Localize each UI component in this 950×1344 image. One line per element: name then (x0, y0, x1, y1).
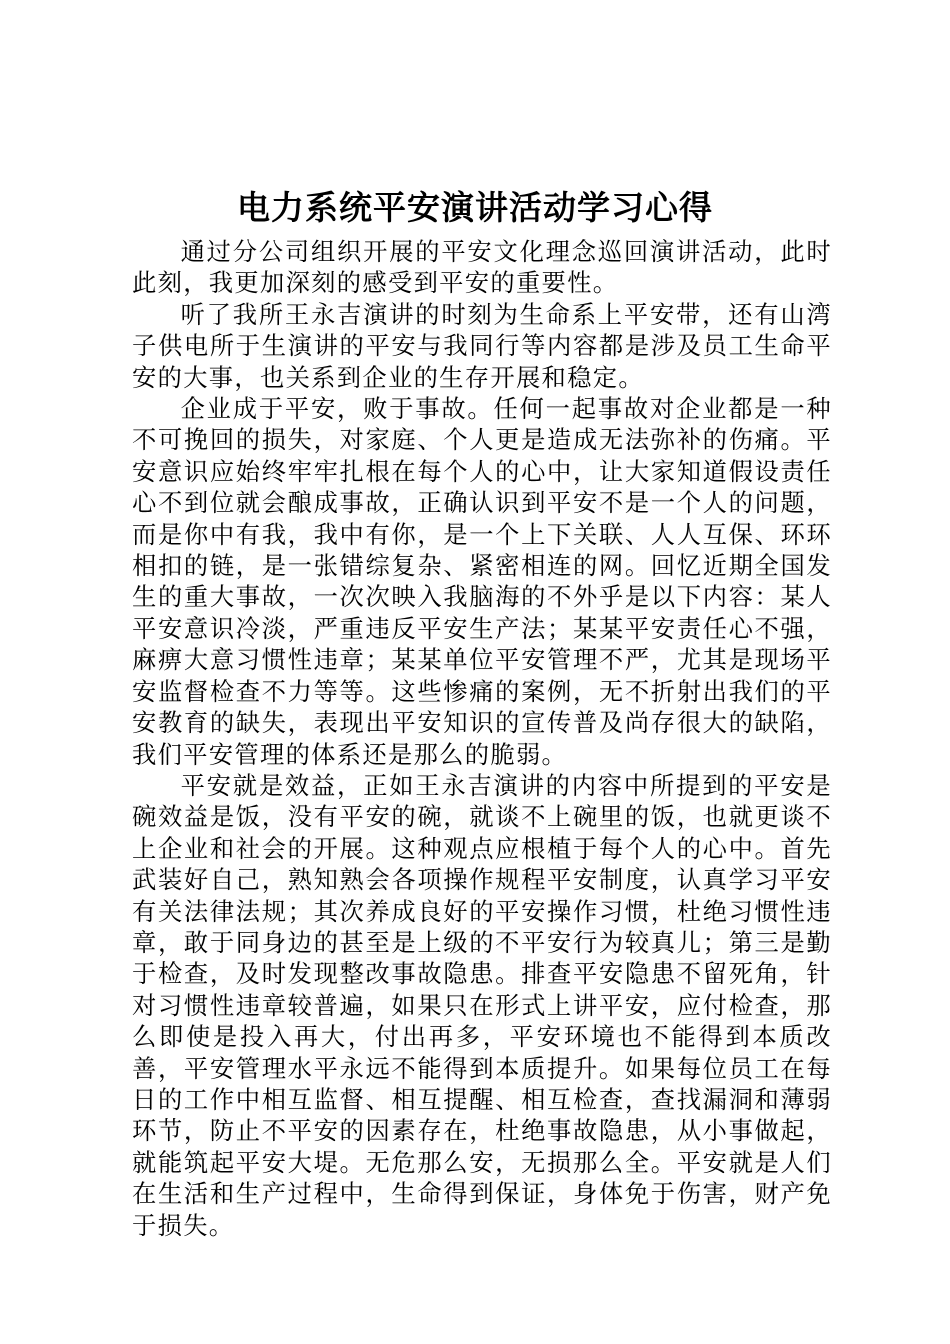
paragraph: 听了我所王永吉演讲的时刻为生命系上平安带，还有山湾子供电所于生演讲的平安与我同行等内容都是涉及员工生命平安的大事，也关系到企业的生存开展和稳定。 (132, 299, 832, 392)
paragraph: 通过分公司组织开展的平安文化理念巡回演讲活动，此时此刻，我更加深刻的感受到平安的重要性。 (132, 237, 832, 298)
paragraph: 企业成于平安，败于事故。任何一起事故对企业都是一种不可挽回的损失，对家庭、个人更是造成无法弥补的伤痛。平安意识应始终牢牢扎根在每个人的心中，让大家知道假设责任心不到位就会酿成事故，正确认识到平安不是一个人的问题，而是你中有我，我中有你，是一个上下关联、人人互保、环环相扣的链，是一张错综复杂、紧密相连的网。回忆近期全国发生的重大事故，一次次映入我脑海的不外乎是以下内容：某人平安意识冷淡，严重违反平安生产法；某某平安责任心不强，麻痹大意习惯性违章；某某单位平安管理不严，尤其是现场平安监督检查不力等等。这些惨痛的案例，无不折射出我们的平安教育的缺失，表现出平安知识的宣传普及尚存很大的缺陷，我们平安管理的体系还是那么的脆弱。 (132, 394, 832, 769)
document-body (132, 236, 832, 1241)
document-title: 电力系统平安演讲活动学习心得 (237, 188, 713, 227)
paragraph: 平安就是效益，正如王永吉演讲的内容中所提到的平安是碗效益是饭，没有平安的碗，就谈不上碗里的饭，也就更谈不上企业和社会的开展。这种观点应根植于每个人的心中。首先武装好自己，熟知熟会各项操作规程平安制度，认真学习平安有关法律法规；其次养成良好的平安操作习惯，杜绝习惯性违章，敢于同身边的甚至是上级的不平安行为较真儿；第三是勤于检查，及时发现整改事故隐患。排查平安隐患不留死角，针对习惯性违章较普遍，如果只在形式上讲平安，应付检查，那么即使是投入再大，付出再多，平安环境也不能得到本质改善，平安管理水平永远不能得到本质提升。如果每位员工在每日的工作中相互监督、相互提醒、相互检查，查找漏洞和薄弱环节，防止不平安的因素存在，杜绝事故隐患，从小事做起，就能筑起平安大堤。无危那么安，无损那么全。平安就是人们在生活和生产过程中，生命得到保证，身体免于伤害，财产免于损失。 (132, 770, 832, 1240)
